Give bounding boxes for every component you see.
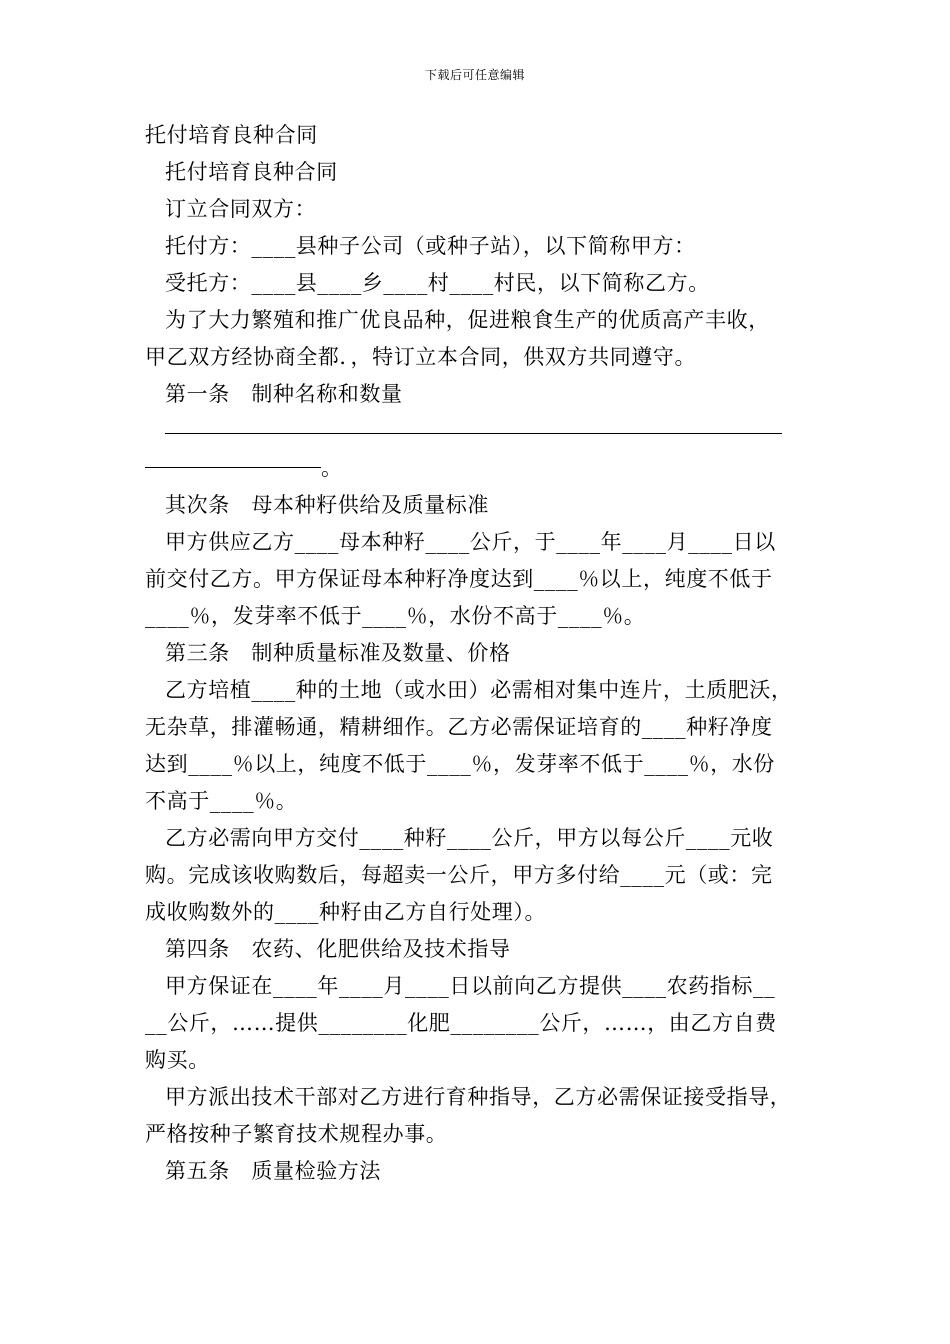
article-3-heading: 第三条 制种质量标准及数量、价格 [165, 641, 511, 665]
document-body [145, 117, 810, 1190]
article-4-line-5: 严格按种子繁育技术规程办事。 [145, 1122, 448, 1146]
article-3-line-1: 乙方培植____种的土地（或水田）必需相对集中连片，土质肥沃， [165, 678, 793, 702]
article-4-line-4: 甲方派出技术干部对乙方进行育种指导，乙方必需保证接受指导， [165, 1085, 792, 1109]
contract-heading: 托付培育良种合同 [165, 160, 338, 184]
article-3-line-7: 成收购数外的____种籽由乙方自行处理）。 [145, 900, 547, 924]
header-note: 下载后可任意编辑 [424, 68, 525, 82]
party-b: 受托方：____县____乡____村____村民，以下简称乙方。 [165, 271, 710, 295]
article-2-line-1: 甲方供应乙方____母本种籽____公斤，于____年____月____日以 [165, 530, 776, 554]
article-4-heading: 第四条 农药、化肥供给及技术指导 [165, 937, 511, 961]
blank-rule-long [165, 433, 782, 434]
article-1-heading: 第一条 制种名称和数量 [165, 382, 403, 406]
article-3-line-3: 达到____％以上，纯度不低于____％，发芽率不低于____％，水份 [145, 752, 775, 776]
party-a: 托付方：____县种子公司（或种子站），以下简称甲方： [165, 234, 696, 258]
blank-rule-short [145, 467, 321, 468]
article-2-heading: 其次条 母本种籽供给及质量标准 [165, 493, 489, 517]
article-3-line-5: 乙方必需向甲方交付____种籽____公斤，甲方以每公斤____元收 [165, 826, 774, 850]
article-5-heading: 第五条 质量检验方法 [165, 1159, 381, 1183]
blank-end-mark: 。 [321, 456, 342, 480]
preamble-line-2: 甲乙双方经协商全都．，特订立本合同，供双方共同遵守。 [145, 345, 697, 369]
article-4-line-2: __公斤，……提供________化肥________公斤，……，由乙方自费 [145, 1011, 777, 1035]
article-3-line-6: 购。完成该收购数后，每超卖一公斤，甲方多付给____元（或：完 [145, 863, 773, 887]
blank-fill-line [145, 413, 810, 450]
article-2-line-3: ____％，发芽率不低于____％，水份不高于____％。 [145, 604, 646, 628]
article-4-line-3: 购买。 [145, 1048, 210, 1072]
article-4-line-1: 甲方保证在____年____月____日以前向乙方提供____农药指标__ [165, 974, 776, 998]
article-2-line-2: 前交付乙方。甲方保证母本种籽净度达到____％以上，纯度不低于 [145, 567, 773, 591]
preamble-line-1: 为了大力繁殖和推广优良品种，促进粮食生产的优质高产丰收， [165, 308, 770, 332]
article-3-line-4: 不高于____％。 [145, 789, 298, 813]
parties-label: 订立合同双方： [165, 197, 317, 221]
blank-fill-line-end [145, 450, 810, 487]
document-title: 托付培育良种合同 [145, 123, 318, 147]
article-3-line-2: 无杂草，排灌畅通，精耕细作。乙方必需保证培育的____种籽净度 [145, 715, 773, 739]
